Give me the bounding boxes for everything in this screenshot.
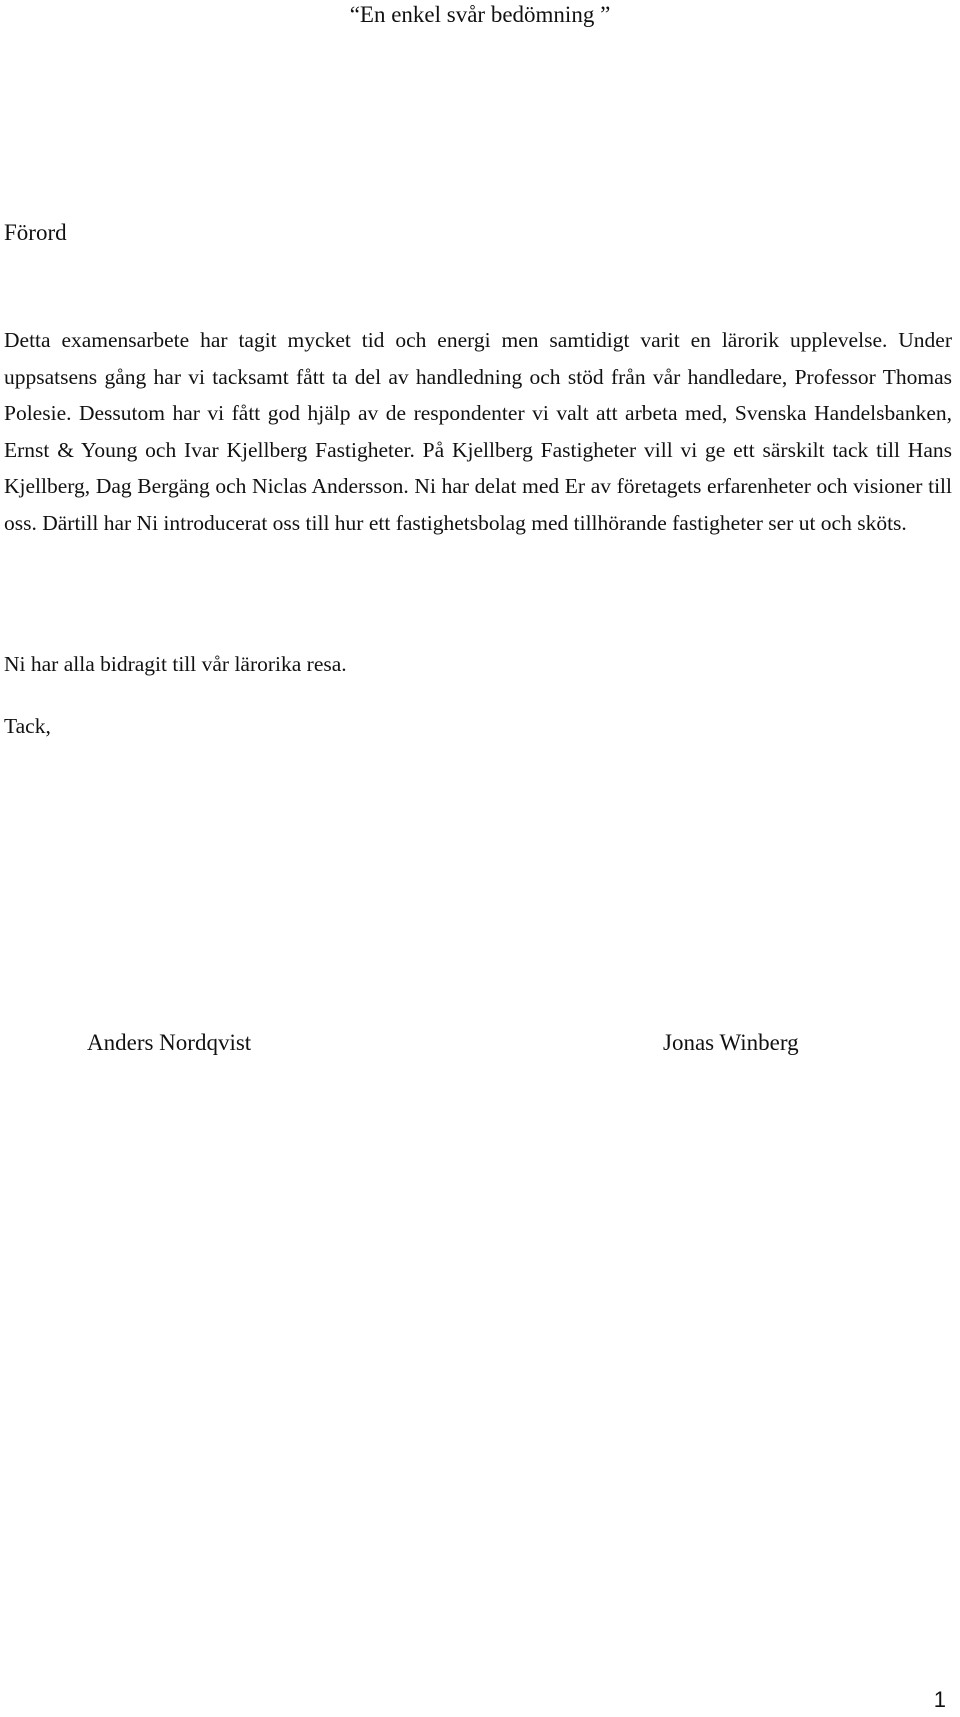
signature-left: Anders Nordqvist — [87, 1030, 252, 1055]
paragraph-acknowledgements: Detta examensarbete har tagit mycket tid och energi men samtidigt varit en lärorik upplevelse. Under uppsatsens gång har vi tacksamt fått ta del av handledning och stöd från vår handledare, Professor Thomas Polesie. Dessutom har vi fått god hjälp av de respondenter vi valt att arbeta med, Svenska Handelsbanken, Ernst & Young och Ivar Kjellberg Fastigheter. På Kjellberg Fastigheter vill vi ge ett särskilt tack till Hans Kjellberg, Dag Bergäng och Niclas Andersson. Ni har delat med Er av företagets erfarenheter och visioner till oss. Därtill har Ni introducerat oss till hur ett fastighetsbolag med tillhörande fastigheter ser ut och sköts. — [4, 328, 952, 535]
section-heading: Förord — [4, 220, 67, 245]
paragraph-thanks: Tack, — [4, 714, 51, 738]
signature-right: Jonas Winberg — [663, 1030, 799, 1055]
running-header-title: “En enkel svår bedömning ” — [349, 2, 611, 27]
page-number: 1 — [933, 1687, 946, 1712]
paragraph-closing: Ni har alla bidragit till vår lärorika resa. — [4, 652, 347, 676]
